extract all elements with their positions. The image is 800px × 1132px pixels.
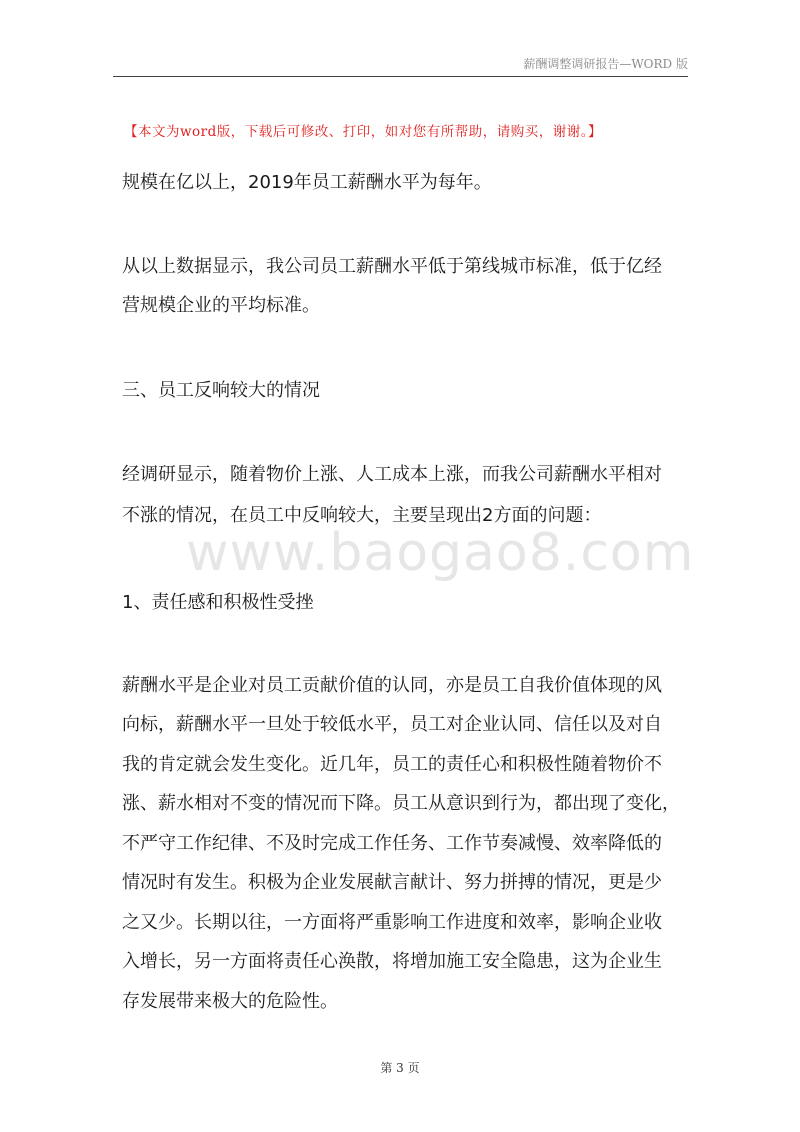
subsection-heading: 1、责任感和积极性受挫 — [122, 592, 314, 613]
paragraph-line: 我的肯定就会发生变化。近几年，员工的责任心和积极性随着物价不 — [122, 754, 662, 775]
paragraph-line: 不涨的情况，在员工中反响较大，主要呈现出2方面的问题： — [122, 505, 602, 526]
paragraph-line: 向标，薪酬水平一旦处于较低水平，员工对企业认同、信任以及对自 — [122, 714, 662, 735]
paragraph-line: 营规模企业的平均标准。 — [122, 295, 320, 316]
paragraph-line: 入增长，另一方面将责任心涣散，将增加施工安全隐患，这为企业生 — [122, 951, 662, 972]
paragraph-line: 经调研显示，随着物价上涨、人工成本上涨，而我公司薪酬水平相对 — [122, 464, 662, 485]
header-divider — [113, 76, 688, 77]
paragraph-line: 从以上数据显示，我公司员工薪酬水平低于第线城市标准，低于亿经 — [122, 256, 662, 277]
page-header-title: 薪酬调整调研报告—WORD 版 — [523, 57, 688, 71]
paragraph-line: 存发展带来极大的危险性。 — [122, 991, 338, 1012]
download-notice: 【本文为word版，下载后可修改、打印，如对您有所帮助，请购买，谢谢。】 — [124, 124, 603, 140]
paragraph-line: 之又少。长期以往，一方面将严重影响工作进度和效率，影响企业收 — [122, 912, 662, 933]
paragraph-line: 情况时有发生。积极为企业发展献言献计、努力拼搏的情况，更是少 — [122, 872, 662, 893]
paragraph-line: 规模在亿以上，2019年员工薪酬水平为每年。 — [122, 172, 492, 193]
paragraph-line: 薪酬水平是企业对员工贡献价值的认同，亦是员工自我价值体现的风 — [122, 675, 662, 696]
watermark: www.baogao8.com — [186, 523, 695, 583]
paragraph-line: 涨、薪水相对不变的情况而下降。员工从意识到行为，都出现了变化， — [122, 793, 680, 814]
section-heading: 三、员工反响较大的情况 — [122, 380, 320, 401]
page-number: 第 3 页 — [380, 1061, 420, 1075]
paragraph-line: 不严守工作纪律、不及时完成工作任务、工作节奏减慢、效率降低的 — [122, 833, 662, 854]
